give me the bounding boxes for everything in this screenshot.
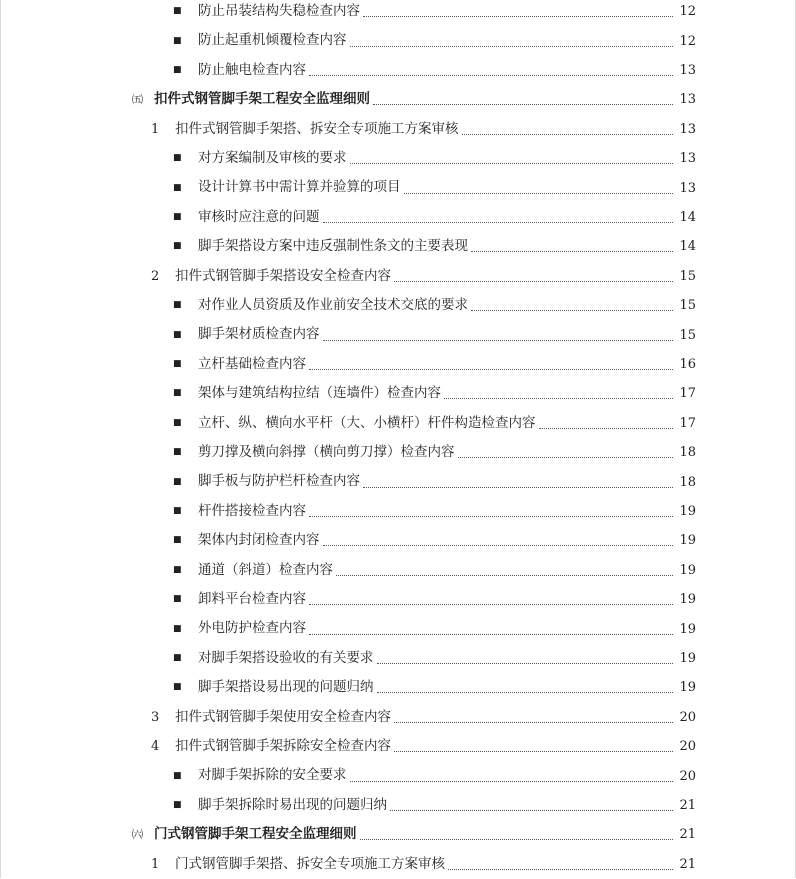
- bullet-square-icon: ■: [173, 35, 182, 46]
- toc-entry-number: 3: [151, 709, 160, 725]
- toc-entry-title: 扣件式钢管脚手架拆除安全检查内容: [175, 737, 391, 754]
- dot-leader: [458, 457, 674, 458]
- bullet-square-icon: ■: [173, 594, 182, 605]
- dot-leader: [336, 575, 673, 576]
- toc-entry[interactable]: [1, 173, 795, 202]
- toc-entry-page-number: 13: [679, 151, 696, 167]
- dot-leader: [394, 751, 673, 752]
- toc-entry[interactable]: [1, 850, 795, 879]
- toc-entry-title: 通道（斜道）检查内容: [198, 561, 333, 578]
- toc-entry[interactable]: [1, 467, 795, 496]
- dot-leader: [471, 310, 673, 311]
- toc-entry-title: 架体内封闭检查内容: [198, 532, 320, 549]
- toc-entry[interactable]: [1, 320, 795, 349]
- toc-entry[interactable]: [1, 232, 795, 261]
- toc-entry[interactable]: [1, 291, 795, 320]
- toc-entry-page-number: 18: [679, 445, 696, 461]
- bullet-square-icon: ■: [173, 153, 182, 164]
- toc-entry-page-number: 12: [679, 33, 696, 49]
- toc-entry[interactable]: [1, 614, 795, 643]
- toc-entry-number: 4: [151, 739, 160, 755]
- toc-entry[interactable]: [1, 732, 795, 761]
- dot-leader: [462, 134, 674, 135]
- toc-entry-page-number: 19: [679, 533, 696, 549]
- bullet-square-icon: ■: [173, 770, 182, 781]
- toc-entry-title: 门式钢管脚手架工程安全监理细则: [154, 826, 357, 843]
- toc-entry[interactable]: [1, 26, 795, 55]
- dot-leader: [350, 46, 674, 47]
- dot-leader: [309, 634, 673, 635]
- dot-leader: [377, 663, 674, 664]
- toc-entry-page-number: 19: [679, 503, 696, 519]
- dot-leader: [350, 163, 674, 164]
- dot-leader: [444, 398, 673, 399]
- toc-entry-title: 扣件式钢管脚手架搭、拆安全专项施工方案审核: [175, 120, 459, 137]
- dot-leader: [394, 722, 673, 723]
- toc-entry-title: 脚手架搭设方案中违反强制性条文的主要表现: [198, 238, 468, 255]
- toc-entry-page-number: 14: [679, 239, 696, 255]
- toc-entry-title: 立杆基础检查内容: [198, 355, 306, 372]
- toc-entry[interactable]: [1, 350, 795, 379]
- dot-leader: [404, 193, 674, 194]
- toc-entry[interactable]: [1, 262, 795, 291]
- toc-entry[interactable]: [1, 144, 795, 173]
- toc-entry-title: 立杆、纵、横向水平杆（大、小横杆）杆件构造检查内容: [198, 414, 536, 431]
- toc-entry-page-number: 13: [679, 92, 696, 108]
- toc-entry-page-number: 12: [679, 4, 696, 20]
- toc-entry-page-number: 19: [679, 592, 696, 608]
- dot-leader: [363, 16, 673, 17]
- toc-entry[interactable]: [1, 556, 795, 585]
- toc-entry-page-number: 19: [679, 650, 696, 666]
- toc-entry-title: 门式钢管脚手架搭、拆安全专项施工方案审核: [175, 855, 445, 872]
- toc-entry[interactable]: [1, 0, 795, 26]
- dot-leader: [350, 781, 674, 782]
- toc-entry-title: 架体与建筑结构拉结（连墙件）检查内容: [198, 385, 441, 402]
- toc-entry-title: 防止起重机倾覆检查内容: [198, 32, 347, 49]
- toc-entry-page-number: 16: [679, 356, 696, 372]
- bullet-square-icon: ■: [173, 564, 182, 575]
- toc-entry[interactable]: [1, 203, 795, 232]
- bullet-square-icon: ■: [173, 358, 182, 369]
- bullet-square-icon: ■: [173, 300, 182, 311]
- toc-entry-page-number: 18: [679, 474, 696, 490]
- toc-entry-title: 防止吊装结构失稳检查内容: [198, 2, 360, 19]
- bullet-square-icon: ■: [173, 241, 182, 252]
- dot-leader: [539, 428, 674, 429]
- bullet-square-icon: ■: [173, 623, 182, 634]
- toc-entry-title: 杆件搭接检查内容: [198, 502, 306, 519]
- toc-entry-number: 2: [151, 268, 160, 284]
- dot-leader: [390, 810, 673, 811]
- toc-entry-page-number: 21: [679, 797, 696, 813]
- dot-leader: [309, 369, 673, 370]
- toc-entry-title: 对脚手架拆除的安全要求: [198, 767, 347, 784]
- bullet-square-icon: ■: [173, 64, 182, 75]
- dot-leader: [323, 340, 674, 341]
- bullet-square-icon: ■: [173, 6, 182, 17]
- toc-entry-title: 对作业人员资质及作业前安全技术交底的要求: [198, 296, 468, 313]
- toc-entry[interactable]: [1, 379, 795, 408]
- toc-entry[interactable]: [1, 585, 795, 614]
- toc-entry[interactable]: [1, 526, 795, 555]
- bullet-square-icon: ■: [173, 535, 182, 546]
- toc-entry-page-number: 14: [679, 209, 696, 225]
- bullet-square-icon: ■: [173, 211, 182, 222]
- dot-leader: [309, 604, 673, 605]
- toc-entry[interactable]: [1, 497, 795, 526]
- toc-entry[interactable]: [1, 438, 795, 467]
- dot-leader: [394, 281, 673, 282]
- toc-entry-title: 防止触电检查内容: [198, 61, 306, 78]
- toc-entry[interactable]: [1, 761, 795, 790]
- dot-leader: [363, 487, 673, 488]
- bullet-square-icon: ■: [173, 447, 182, 458]
- toc-entry-page-number: 13: [679, 121, 696, 137]
- toc-entry-title: 脚手架材质检查内容: [198, 326, 320, 343]
- dot-leader: [360, 839, 674, 840]
- toc-entry-page-number: 17: [679, 415, 696, 431]
- toc-entry-title: 脚手架拆除时易出现的问题归纳: [198, 796, 387, 813]
- bullet-square-icon: ■: [173, 182, 182, 193]
- toc-entry-page-number: 20: [679, 739, 696, 755]
- toc-entry-page-number: 15: [679, 298, 696, 314]
- bullet-square-icon: ■: [173, 505, 182, 516]
- toc-entry-title: 脚手架搭设易出现的问题归纳: [198, 679, 374, 696]
- toc-entry-number: ㈤: [132, 93, 143, 107]
- toc-entry-page-number: 21: [679, 827, 696, 843]
- toc-entry-title: 对脚手架搭设验收的有关要求: [198, 649, 374, 666]
- dot-leader: [373, 104, 673, 105]
- dot-leader: [309, 75, 673, 76]
- toc-entry-number: 1: [151, 121, 160, 137]
- toc-entry[interactable]: [1, 409, 795, 438]
- toc-entry-title: 脚手板与防护栏杆检查内容: [198, 473, 360, 490]
- toc-entry-title: 扣件式钢管脚手架使用安全检查内容: [175, 708, 391, 725]
- dot-leader: [309, 516, 673, 517]
- toc-entry-page-number: 13: [679, 62, 696, 78]
- toc-entry[interactable]: [1, 703, 795, 732]
- dot-leader: [471, 251, 673, 252]
- bullet-square-icon: ■: [173, 682, 182, 693]
- toc-entry-page-number: 20: [679, 709, 696, 725]
- dot-leader: [323, 545, 674, 546]
- bullet-square-icon: ■: [173, 388, 182, 399]
- toc-entry-page-number: 19: [679, 621, 696, 637]
- toc-entry-title: 对方案编制及审核的要求: [198, 149, 347, 166]
- toc-entry-page-number: 20: [679, 768, 696, 784]
- toc-entry-number: ㈥: [132, 828, 143, 842]
- toc-entry[interactable]: [1, 644, 795, 673]
- toc-entry[interactable]: [1, 673, 795, 702]
- toc-entry[interactable]: [1, 85, 795, 114]
- toc-entry-number: 1: [151, 856, 160, 872]
- toc-entry-page-number: 17: [679, 386, 696, 402]
- toc-entry[interactable]: [1, 56, 795, 85]
- toc-entry-title: 卸料平台检查内容: [198, 590, 306, 607]
- toc-entry[interactable]: [1, 820, 795, 849]
- toc-entry-title: 剪刀撑及横向斜撑（横向剪刀撑）检查内容: [198, 443, 455, 460]
- toc-entry-page-number: 19: [679, 680, 696, 696]
- toc-entry-page-number: 13: [679, 180, 696, 196]
- bullet-square-icon: ■: [173, 329, 182, 340]
- toc-entry-title: 扣件式钢管脚手架搭设安全检查内容: [175, 267, 391, 284]
- toc-entry-page-number: 19: [679, 562, 696, 578]
- dot-leader: [448, 869, 673, 870]
- toc-entry-page-number: 21: [679, 856, 696, 872]
- bullet-square-icon: ■: [173, 652, 182, 663]
- toc-entry-title: 外电防护检查内容: [198, 620, 306, 637]
- bullet-square-icon: ■: [173, 476, 182, 487]
- dot-leader: [323, 222, 674, 223]
- toc-entry[interactable]: [1, 115, 795, 144]
- toc-entry[interactable]: [1, 791, 795, 820]
- toc-entry-title: 审核时应注意的问题: [198, 208, 320, 225]
- bullet-square-icon: ■: [173, 799, 182, 810]
- toc-entry-title: 扣件式钢管脚手架工程安全监理细则: [154, 91, 370, 108]
- toc-entry-page-number: 15: [679, 327, 696, 343]
- bullet-square-icon: ■: [173, 417, 182, 428]
- dot-leader: [377, 692, 674, 693]
- toc-entry-page-number: 15: [679, 268, 696, 284]
- toc-entry-title: 设计计算书中需计算并验算的项目: [198, 179, 401, 196]
